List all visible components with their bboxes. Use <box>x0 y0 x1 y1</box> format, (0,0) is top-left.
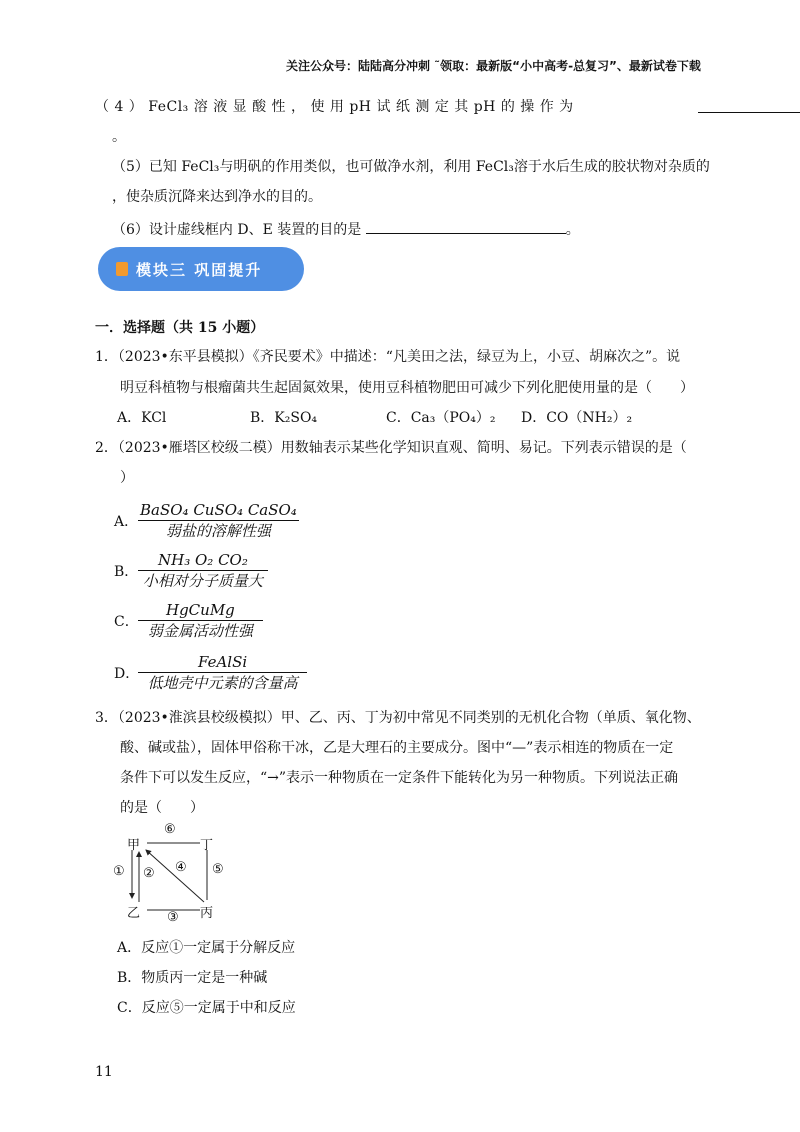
label-1: ① <box>113 864 125 879</box>
section-heading: 一．选择题（共 15 小题） <box>95 320 265 336</box>
node-bing: 丙 <box>200 906 214 921</box>
answer-blank <box>366 219 566 234</box>
q3-line1: 3．（2023•淮滨县校级模拟）甲、乙、丙、丁为初中常见不同类别的无机化合物（单质、氧化物、 <box>95 710 701 726</box>
answer-blank <box>698 98 800 113</box>
q2-line1: 2．（2023•雁塔区校级二模）用数轴表示某些化学知识直观、简明、易记。下列表示错误的是（ <box>95 440 687 456</box>
section-banner <box>98 247 304 291</box>
q1-option-b: B．K₂SO₄ <box>250 410 318 426</box>
formula-top: FeAlSi <box>138 652 307 673</box>
option-label: B． <box>114 563 139 580</box>
q1-option-c: C．Ca₃（PO₄）₂ <box>386 410 496 426</box>
q2-option-a <box>114 500 299 541</box>
option-label: C． <box>114 613 139 630</box>
q3-line3: 条件下可以发生反应，“→”表示一种物质在一定条件下能转化为另一种物质。下列说法正确 <box>120 770 679 786</box>
node-yi: 乙 <box>127 906 141 921</box>
option-label: A． <box>114 513 139 530</box>
question-4-text <box>95 98 574 116</box>
node-ding: 丁 <box>200 838 214 853</box>
page-header: 关注公众号：陆陆高分冲刺 ˜领取：最新版“小中高考-总复习”、最新试卷下载 <box>286 59 701 73</box>
q3-option-b: B．物质丙一定是一种碱 <box>117 970 268 986</box>
option-label: D． <box>114 665 140 682</box>
label-4: ④ <box>175 860 187 875</box>
q4-text: （ 4 ） FeCl₃ 溶 液 显 酸 性 ， 使 用 pH 试 纸 测 定 其 pH 的 操 作 为 <box>95 99 574 115</box>
q1-option-a: A．KCl <box>117 410 167 426</box>
question-5-line2: ，使杂质沉降来达到净水的目的。 <box>112 189 322 205</box>
q1-line2: 明豆科植物与根瘤菌共生起固氮效果，使用豆科植物肥田可减少下列化肥使用量的是（ ） <box>120 380 694 396</box>
formula-bottom: 小相对分子质量大 <box>142 572 263 590</box>
q6-end: 。 <box>565 222 580 238</box>
q2-line2: ） <box>120 470 134 486</box>
formula-top: NH₃ O₂ CO₂ <box>138 550 268 571</box>
q3-line2: 酸、碱或盐），固体甲俗称干冰，乙是大理石的主要成分。图中“—”表示相连的物质在一定 <box>120 740 674 756</box>
q3-option-a: A．反应①一定属于分解反应 <box>117 940 296 956</box>
node-jia: 甲 <box>127 838 141 853</box>
formula-top: BaSO₄ CuSO₄ CaSO₄ <box>140 501 297 519</box>
formula-top: HgCuMg <box>138 600 263 621</box>
q2-option-d <box>114 652 307 693</box>
reaction-diagram <box>112 822 232 925</box>
formula-bottom: 弱盐的溶解性强 <box>165 522 271 540</box>
q3-line4: 的是（ ） <box>120 800 204 816</box>
question-5-line1: （5）已知 FeCl₃与明矾的作用类似，也可做净水剂，利用 FeCl₃溶于水后生成的胶状物对杂质的 <box>112 159 710 175</box>
q6-text: （6）设计虚线框内 D、E 装置的目的是 <box>112 222 362 238</box>
q3-option-c: C．反应⑤一定属于中和反应 <box>117 1000 296 1016</box>
trophy-icon <box>116 262 128 276</box>
label-5: ⑤ <box>212 862 224 877</box>
label-2: ② <box>143 866 155 881</box>
formula-bottom: 弱金属活动性强 <box>147 622 253 640</box>
q2-option-b <box>114 550 268 591</box>
q2-option-c <box>114 600 263 641</box>
q1-option-d: D．CO（NH₂）₂ <box>521 410 633 426</box>
question-6 <box>112 219 580 239</box>
q1-line1: 1．（2023•东平县模拟）《齐民要术》中描述：“凡美田之法，绿豆为上，小豆、胡麻次之”。说 <box>95 349 681 365</box>
q4-end: 。 <box>112 129 126 145</box>
page-number: 11 <box>95 1064 113 1080</box>
label-3: ③ <box>167 910 179 925</box>
label-6: ⑥ <box>164 822 176 837</box>
formula-bottom: 低地壳中元素的含量高 <box>147 674 298 692</box>
banner-title: 模块三 巩固提升 <box>136 260 263 279</box>
